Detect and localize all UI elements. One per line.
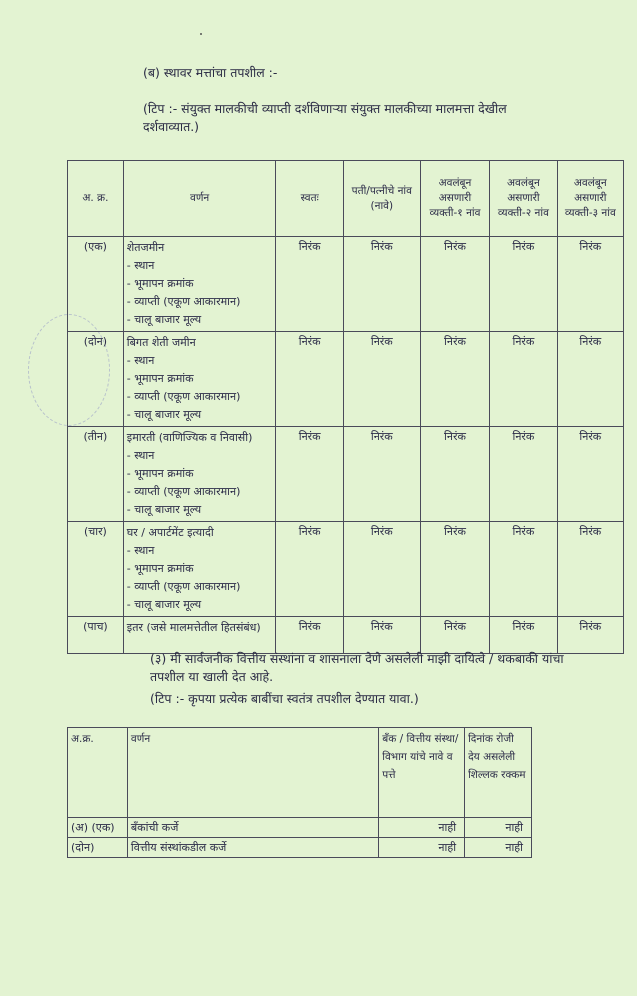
asset-type: शेतजमीन [126, 241, 165, 254]
row-value: निरंक [343, 427, 420, 522]
col-header-sn: अ.क्र. [68, 728, 128, 818]
row-description [123, 427, 276, 522]
row-bank: नाही [379, 818, 465, 838]
row-value: निरंक [420, 332, 490, 427]
row-value: निरंक [276, 522, 343, 617]
asset-detail-item: - भूमापन क्रमांक [126, 277, 194, 290]
row-description [123, 617, 276, 654]
row-value: निरंक [557, 617, 623, 654]
row-value: निरंक [276, 332, 343, 427]
table-header-row [68, 161, 624, 237]
row-value: निरंक [343, 237, 420, 332]
row-description [123, 522, 276, 617]
row-value: निरंक [557, 427, 623, 522]
row-value: निरंक [490, 522, 557, 617]
table-row [68, 332, 624, 427]
asset-detail-item: - चालू बाजार मूल्य [126, 598, 202, 611]
section-b-note: (टिप :- संयुक्त मालकीची व्याप्ती दर्शविणाऱ्या संयुक्त मालकीच्या मालमत्ता देखील दर्शवाव्यात.) [143, 101, 507, 134]
row-value: निरंक [557, 237, 623, 332]
table-row [68, 818, 532, 838]
asset-detail-item: - स्थान [126, 259, 155, 272]
section-3-note: (टिप :- कृपया प्रत्येक बाबींचा स्वतंत्र तपशील देण्यात यावा.) [150, 691, 419, 706]
row-bank: नाही [379, 838, 465, 858]
table-row [68, 838, 532, 858]
asset-detail-item: - चालू बाजार मूल्य [126, 503, 202, 516]
asset-detail-item: - चालू बाजार मूल्य [126, 313, 202, 326]
col-header-bank: बँक / वित्तीय संस्था/ विभाग यांचे नावे व पत्ते [379, 728, 465, 818]
row-value: निरंक [557, 332, 623, 427]
row-serial: (एक) [68, 237, 124, 332]
asset-type: बिगत शेती जमीन [126, 336, 196, 349]
row-value: निरंक [490, 617, 557, 654]
asset-detail-item: - व्याप्ती (एकूण आकारमान) [126, 390, 241, 403]
asset-detail-item: - चालू बाजार मूल्य [126, 408, 202, 421]
row-serial: (पाच) [68, 617, 124, 654]
asset-detail-item: - स्थान [126, 544, 155, 557]
row-description: बँकांची कर्जे [127, 818, 378, 838]
col-header-spouse: पती/पत्नीचे नांव (नावे) [343, 161, 420, 237]
table-header-row [68, 728, 532, 818]
row-serial: (चार) [68, 522, 124, 617]
row-serial: (दोन) [68, 332, 124, 427]
col-header-dependent-3: अवलंबून असणारी व्यक्ती-३ नांव [557, 161, 623, 237]
row-amount: नाही [465, 818, 532, 838]
speck [200, 33, 202, 35]
row-value: निरंक [276, 617, 343, 654]
row-value: निरंक [490, 332, 557, 427]
col-header-dependent-1: अवलंबून असणारी व्यक्ती-१ नांव [420, 161, 490, 237]
table-row [68, 522, 624, 617]
row-value: निरंक [420, 617, 490, 654]
col-header-amount: दिनांक रोजी देय असलेली शिल्लक रक्कम [465, 728, 532, 818]
asset-detail-item: - स्थान [126, 354, 155, 367]
col-header-self: स्वतः [276, 161, 343, 237]
asset-detail-item: - व्याप्ती (एकूण आकारमान) [126, 295, 241, 308]
table-row [68, 617, 624, 654]
asset-detail-item: - भूमापन क्रमांक [126, 372, 194, 385]
row-value: निरंक [343, 522, 420, 617]
liabilities-table [67, 727, 532, 858]
row-value: निरंक [343, 332, 420, 427]
col-header-description: वर्णन [123, 161, 276, 237]
row-value: निरंक [343, 617, 420, 654]
row-value: निरंक [490, 427, 557, 522]
section-3-paragraph: (३) मी सार्वजनीक वित्तीय संस्थांना व शासनाला देणे असलेली माझी दायित्वे / थकबाकी यांचा तपशील या खाली देत आहे. [150, 651, 564, 684]
col-header-dependent-2: अवलंबून असणारी व्यक्ती-२ नांव [490, 161, 557, 237]
col-header-description: वर्णन [127, 728, 378, 818]
table-row [68, 427, 624, 522]
row-value: निरंक [276, 237, 343, 332]
asset-detail-item: - व्याप्ती (एकूण आकारमान) [126, 580, 241, 593]
immovable-assets-table [67, 160, 624, 654]
asset-detail-item: - व्याप्ती (एकूण आकारमान) [126, 485, 241, 498]
row-serial: (तीन) [68, 427, 124, 522]
row-value: निरंक [420, 237, 490, 332]
asset-detail-item: - स्थान [126, 449, 155, 462]
table-row [68, 237, 624, 332]
asset-type: इमारती (वाणिज्यिक व निवासी) [126, 431, 253, 444]
row-serial: (दोन) [68, 838, 128, 858]
col-header-sn: अ. क्र. [68, 161, 124, 237]
row-value: निरंक [557, 522, 623, 617]
row-serial: (अ) (एक) [68, 818, 128, 838]
asset-type: घर / अपार्टमेंट इत्यादी [126, 526, 214, 539]
row-description [123, 332, 276, 427]
row-value: निरंक [276, 427, 343, 522]
row-description: वित्तीय संस्थांकडील कर्जे [127, 838, 378, 858]
asset-detail-item: - भूमापन क्रमांक [126, 562, 194, 575]
row-value: निरंक [420, 522, 490, 617]
asset-type: इतर (जसे मालमत्तेतील हितसंबंध) [126, 621, 261, 634]
section-b-heading: (ब) स्थावर मत्तांचा तपशील :- [143, 65, 278, 80]
row-amount: नाही [465, 838, 532, 858]
row-description [123, 237, 276, 332]
asset-detail-item: - भूमापन क्रमांक [126, 467, 194, 480]
row-value: निरंक [420, 427, 490, 522]
row-value: निरंक [490, 237, 557, 332]
